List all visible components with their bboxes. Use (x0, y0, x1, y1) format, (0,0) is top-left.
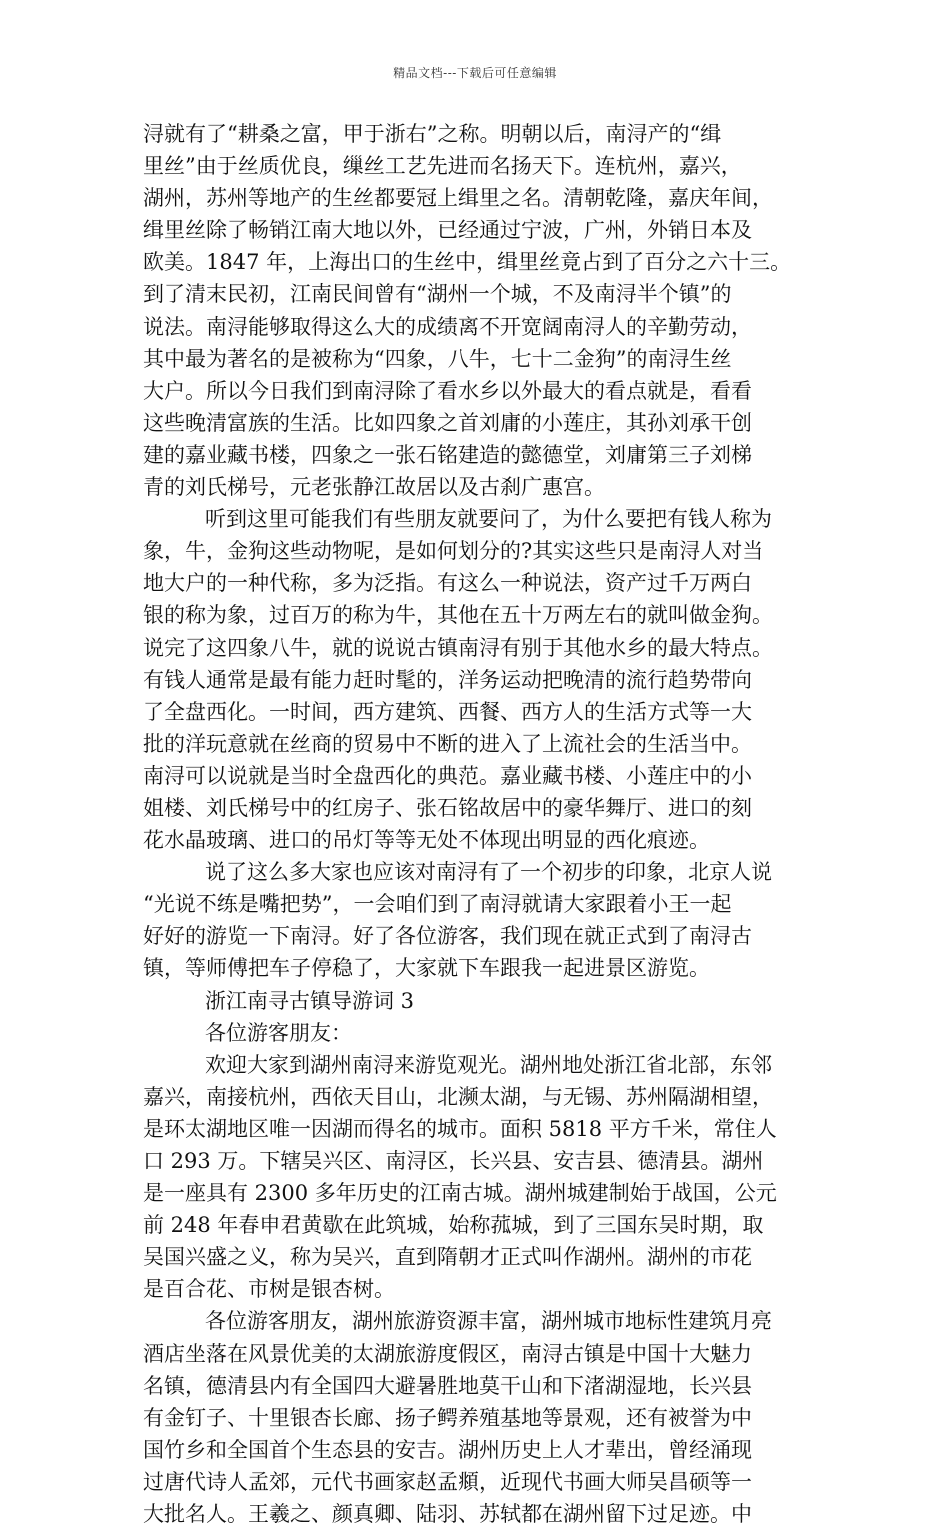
text-line: 有钱人通常是最有能力赶时髦的，洋务运动把晚清的流行趋势带向 (143, 667, 752, 692)
text-line: 缉里丝除了畅销江南大地以外，已经通过宁波，广州，外销日本及 (143, 218, 752, 243)
text-line: 前 248 年春申君黄歇在此筑城，始称菰城，到了三国东吴时期，取 (143, 1213, 764, 1238)
text-line: 名镇，德清县内有全国四大避暑胜地莫干山和下渚湖湿地，长兴县 (143, 1373, 752, 1398)
text-line: 大批名人。王羲之、颜真卿、陆羽、苏轼都在湖州留下过足迹。中 (143, 1502, 752, 1527)
text-line: 其中最为著名的是被称为“四象，八牛，七十二金狗”的南浔生丝 (143, 346, 732, 371)
text-line: 说完了这四象八牛，就的说说古镇南浔有别于其他水乡的最大特点。 (143, 635, 773, 660)
text-line: 浙江南寻古镇导游词 3 (205, 988, 415, 1013)
text-line: 过唐代诗人孟郊，元代书画家赵孟頫，近现代书画大师吴昌硕等一 (143, 1469, 752, 1494)
text-line: 象，牛，金狗这些动物呢，是如何划分的?其实这些只是南浔人对当 (143, 539, 764, 564)
text-line: 酒店坐落在风景优美的太湖旅游度假区，南浔古镇是中国十大魅力 (143, 1341, 752, 1366)
text-line: 建的嘉业藏书楼，四象之一张石铭建造的懿德堂，刘庸第三子刘梯 (143, 442, 752, 467)
text-line: 欢迎大家到湖州南浔来游览观光。湖州地处浙江省北部，东邻 (205, 1052, 772, 1077)
text-line: 银的称为象，过百万的称为牛，其他在五十万两左右的就叫做金狗。 (143, 603, 773, 628)
text-line: 欧美。1847 年，上海出口的生丝中，缉里丝竟占到了百分之六十三。 (143, 250, 792, 275)
text-line: 大户。所以今日我们到南浔除了看水乡以外最大的看点就是，看看 (143, 378, 752, 403)
text-line: 说法。南浔能够取得这么大的成绩离不开宽阔南浔人的辛勤劳动， (143, 314, 752, 339)
text-line: 国竹乡和全国首个生态县的安吉。湖州历史上人才辈出，曾经涌现 (143, 1437, 752, 1462)
text-line: 嘉兴，南接杭州，西依天目山，北濒太湖，与无锡、苏州隔湖相望， (143, 1084, 773, 1109)
text-line: 有金钉子、十里银杏长廊、扬子鳄养殖基地等景观，还有被誉为中 (143, 1405, 752, 1430)
text-line: 是百合花、市树是银杏树。 (143, 1277, 395, 1302)
text-line: 听到这里可能我们有些朋友就要问了，为什么要把有钱人称为 (205, 507, 772, 532)
text-line: 到了清末民初，江南民间曾有“湖州一个城，不及南浔半个镇”的 (143, 282, 732, 307)
text-line: 好好的游览一下南浔。好了各位游客，我们现在就正式到了南浔古 (143, 924, 752, 949)
text-line: 是一座具有 2300 多年历史的江南古城。湖州城建制始于战国，公元 (143, 1181, 777, 1206)
text-line: 镇，等师傅把车子停稳了，大家就下车跟我一起进景区游览。 (143, 956, 710, 981)
text-line: 批的洋玩意就在丝商的贸易中不断的进入了上流社会的生活当中。 (143, 731, 752, 756)
text-line: 是环太湖地区唯一因湖而得名的城市。面积 5818 平方千米，常住人 (143, 1116, 777, 1141)
text-line: 各位游客朋友，湖州旅游资源丰富，湖州城市地标性建筑月亮 (205, 1309, 772, 1334)
text-line: 里丝”由于丝质优良，缫丝工艺先进而名扬天下。连杭州，嘉兴， (143, 154, 742, 179)
text-line: 吴国兴盛之义，称为吴兴，直到隋朝才正式叫作湖州。湖州的市花 (143, 1245, 752, 1270)
text-line: 南浔可以说就是当时全盘西化的典范。嘉业藏书楼、小莲庄中的小 (143, 763, 752, 788)
text-line: 浔就有了“耕桑之富，甲于浙右”之称。明朝以后，南浔产的“缉 (143, 122, 722, 146)
body-text (143, 118, 829, 1530)
text-line: 这些晚清富族的生活。比如四象之首刘庸的小莲庄，其孙刘承干创 (143, 410, 752, 435)
text-line: 姐楼、刘氏梯号中的红房子、张石铭故居中的豪华舞厅、进口的刻 (143, 795, 752, 820)
text-line: 各位游客朋友： (205, 1020, 352, 1045)
text-line: 花水晶玻璃、进口的吊灯等等无处不体现出明显的西化痕迹。 (143, 828, 710, 853)
text-line: 青的刘氏梯号，元老张静江故居以及古刹广惠宫。 (143, 475, 605, 500)
text-line: 说了这么多大家也应该对南浔有了一个初步的印象，北京人说 (205, 860, 772, 885)
text-line: 了全盘西化。一时间，西方建筑、西餐、西方人的生活方式等一大 (143, 699, 752, 724)
text-line: 湖州，苏州等地产的生丝都要冠上缉里之名。清朝乾隆，嘉庆年间， (143, 186, 773, 211)
page-header: 精品文档---下载后可任意编辑 (393, 66, 557, 80)
text-line: 口 293 万。下辖吴兴区、南浔区，长兴县、安吉县、德清县。湖州 (143, 1149, 764, 1173)
text-line: “光说不练是嘴把势”，一会咱们到了南浔就请大家跟着小王一起 (143, 892, 732, 917)
text-line: 地大户的一种代称，多为泛指。有这么一种说法，资产过千万两白 (143, 571, 752, 596)
